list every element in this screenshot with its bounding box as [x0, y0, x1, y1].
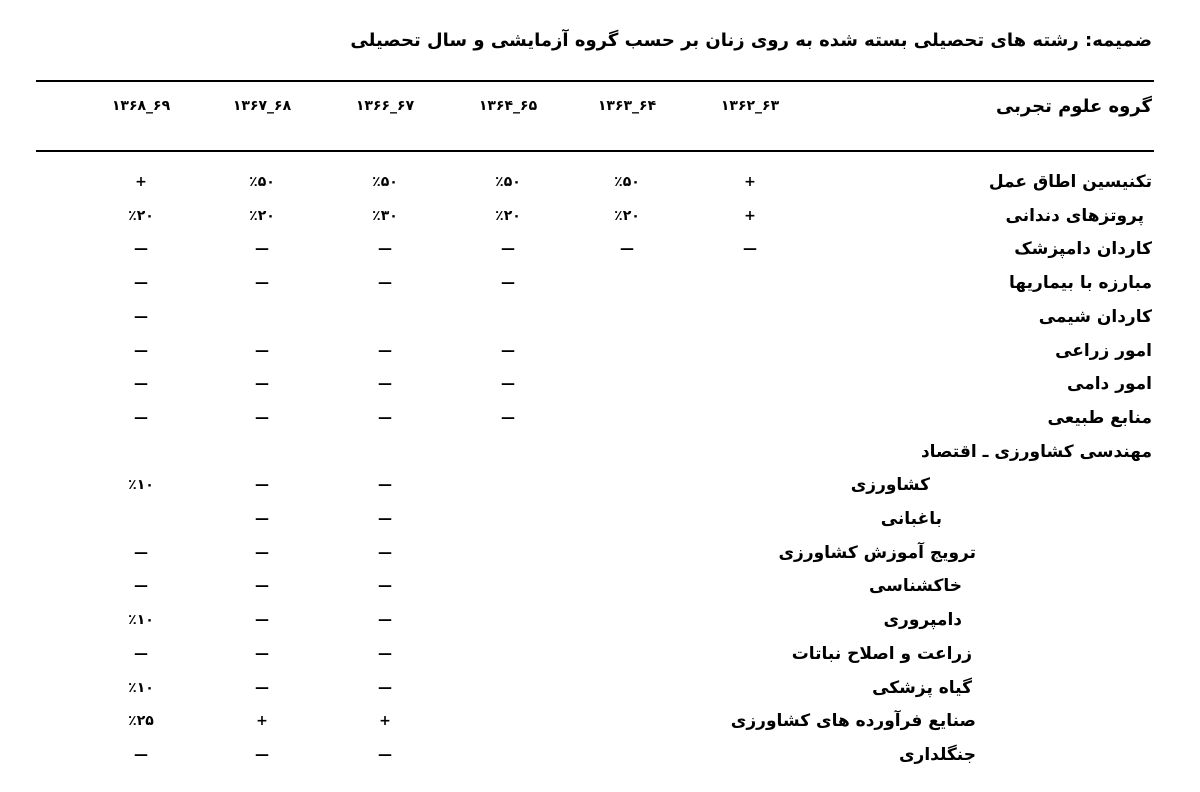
- table-cell: —: [501, 376, 515, 393]
- row-label: ترویج آموزش کشاورزی: [778, 542, 976, 563]
- table-cell: —: [255, 544, 269, 561]
- table-cell: —: [255, 477, 269, 494]
- table-row: [0, 438, 1200, 466]
- table-row: [0, 505, 1200, 533]
- table-cell: —: [255, 645, 269, 662]
- table-cell: —: [378, 612, 392, 629]
- table-cell: —: [501, 409, 515, 426]
- table-row: [0, 202, 1200, 230]
- table-cell: —: [255, 612, 269, 629]
- table-cell: —: [134, 275, 148, 292]
- table-cell: —: [134, 376, 148, 393]
- table-cell: ٪۵۰: [249, 174, 275, 190]
- row-label: تکنیسین اطاق عمل: [988, 172, 1152, 192]
- row-label: پروتزهای دندانی: [1005, 205, 1144, 226]
- table-cell: —: [134, 578, 148, 595]
- row-label: امور دامی: [1067, 374, 1152, 395]
- table-cell: —: [378, 477, 392, 494]
- table-cell: ٪۲۰: [614, 207, 640, 224]
- table-cell: ٪۵۰: [495, 174, 521, 190]
- row-label: گیاه پزشکی: [872, 677, 972, 698]
- year-column-header: ۱۳۶۷_۶۸: [232, 98, 292, 114]
- table-cell: +: [135, 174, 147, 190]
- table-cell: —: [378, 342, 392, 359]
- table-cell: —: [134, 645, 148, 662]
- table-row: [0, 269, 1200, 297]
- table-cell: —: [378, 409, 392, 426]
- page-title: ضمیمه: رشته های تحصیلی بسته شده به روی زنان بر حسب گروه آزمایشی و سال تحصیلی: [350, 30, 1152, 51]
- table-cell: —: [255, 679, 269, 696]
- table-cell: +: [256, 713, 268, 730]
- table-row: [0, 235, 1200, 263]
- table-cell: —: [255, 342, 269, 359]
- row-label: کشاورزی: [850, 475, 930, 496]
- table-cell: —: [134, 544, 148, 561]
- row-label: خاکشناسی: [868, 576, 962, 597]
- table-cell: —: [378, 241, 392, 258]
- table-cell: +: [744, 174, 756, 190]
- year-column-header: ۱۳۶۶_۶۷: [355, 98, 415, 114]
- table-cell: —: [255, 511, 269, 527]
- table-cell: ٪۲۰: [249, 207, 275, 224]
- table-cell: —: [378, 376, 392, 393]
- table-cell: ٪۲۵: [128, 713, 154, 730]
- table-cell: —: [620, 241, 634, 258]
- table-cell: —: [378, 511, 392, 527]
- row-label: منابع طبیعی: [1047, 407, 1152, 428]
- table-cell: ٪۲۰: [495, 207, 521, 224]
- table-cell: ٪۵۰: [614, 174, 640, 190]
- table-cell: ٪۳۰: [372, 207, 398, 224]
- row-label: جنگلداری: [898, 744, 976, 765]
- table-row: [0, 370, 1200, 398]
- table-cell: —: [501, 275, 515, 292]
- table-row: [0, 606, 1200, 634]
- table-cell: —: [501, 241, 515, 258]
- table-cell: —: [501, 342, 515, 359]
- table-cell: ٪۱۰: [128, 612, 154, 629]
- table-cell: —: [134, 308, 148, 325]
- table-row: [0, 337, 1200, 365]
- table-cell: —: [255, 241, 269, 258]
- table-row: [0, 303, 1200, 331]
- row-label: زراعت و اصلاح نباتات: [791, 643, 972, 664]
- group-label: گروه علوم تجربی: [995, 96, 1152, 117]
- row-label: کاردان شیمی: [1038, 306, 1152, 327]
- table-cell: —: [378, 746, 392, 763]
- row-label: امور زراعی: [1055, 340, 1152, 361]
- row-label: دامپروری: [883, 610, 962, 631]
- table-cell: ٪۲۰: [128, 207, 154, 224]
- table-cell: —: [255, 746, 269, 763]
- table-row: [0, 404, 1200, 432]
- row-label: مهندسی کشاورزی ـ اقتصاد: [920, 441, 1152, 462]
- table-cell: —: [255, 409, 269, 426]
- table-cell: ٪۱۰: [128, 477, 154, 494]
- table-row: [0, 640, 1200, 668]
- year-column-header: ۱۳۶۲_۶۳: [720, 98, 780, 114]
- table-cell: —: [134, 342, 148, 359]
- table-cell: —: [255, 578, 269, 595]
- row-label: باغبانی: [880, 509, 942, 529]
- table-cell: —: [743, 241, 757, 258]
- table-cell: —: [378, 578, 392, 595]
- table-row: [0, 471, 1200, 499]
- table-cell: —: [378, 645, 392, 662]
- table-cell: —: [255, 275, 269, 292]
- table-cell: —: [134, 241, 148, 258]
- row-label: صنایع فرآورده های کشاورزی: [730, 711, 976, 732]
- year-column-header: ۱۳۶۴_۶۵: [478, 98, 538, 114]
- table-row: [0, 707, 1200, 735]
- header-rule: [36, 150, 1154, 152]
- table-row: [0, 674, 1200, 702]
- year-column-header: ۱۳۶۳_۶۴: [597, 98, 657, 114]
- table-cell: —: [378, 275, 392, 292]
- table-cell: —: [378, 544, 392, 561]
- table-cell: —: [255, 376, 269, 393]
- table-cell: +: [744, 207, 756, 224]
- table-cell: —: [134, 746, 148, 763]
- table-row: [0, 168, 1200, 196]
- table-row: [0, 572, 1200, 600]
- top-rule: [36, 80, 1154, 82]
- table-cell: —: [378, 679, 392, 696]
- table-cell: ٪۵۰: [372, 174, 398, 190]
- table-cell: ٪۱۰: [128, 679, 154, 696]
- table-cell: +: [379, 713, 391, 730]
- table-row: [0, 539, 1200, 567]
- row-label: مبارزه با بیماریها: [1009, 273, 1152, 294]
- row-label: کاردان دامپزشک: [1014, 239, 1152, 260]
- table-row: [0, 741, 1200, 769]
- year-column-header: ۱۳۶۸_۶۹: [111, 98, 171, 114]
- table-cell: —: [134, 409, 148, 426]
